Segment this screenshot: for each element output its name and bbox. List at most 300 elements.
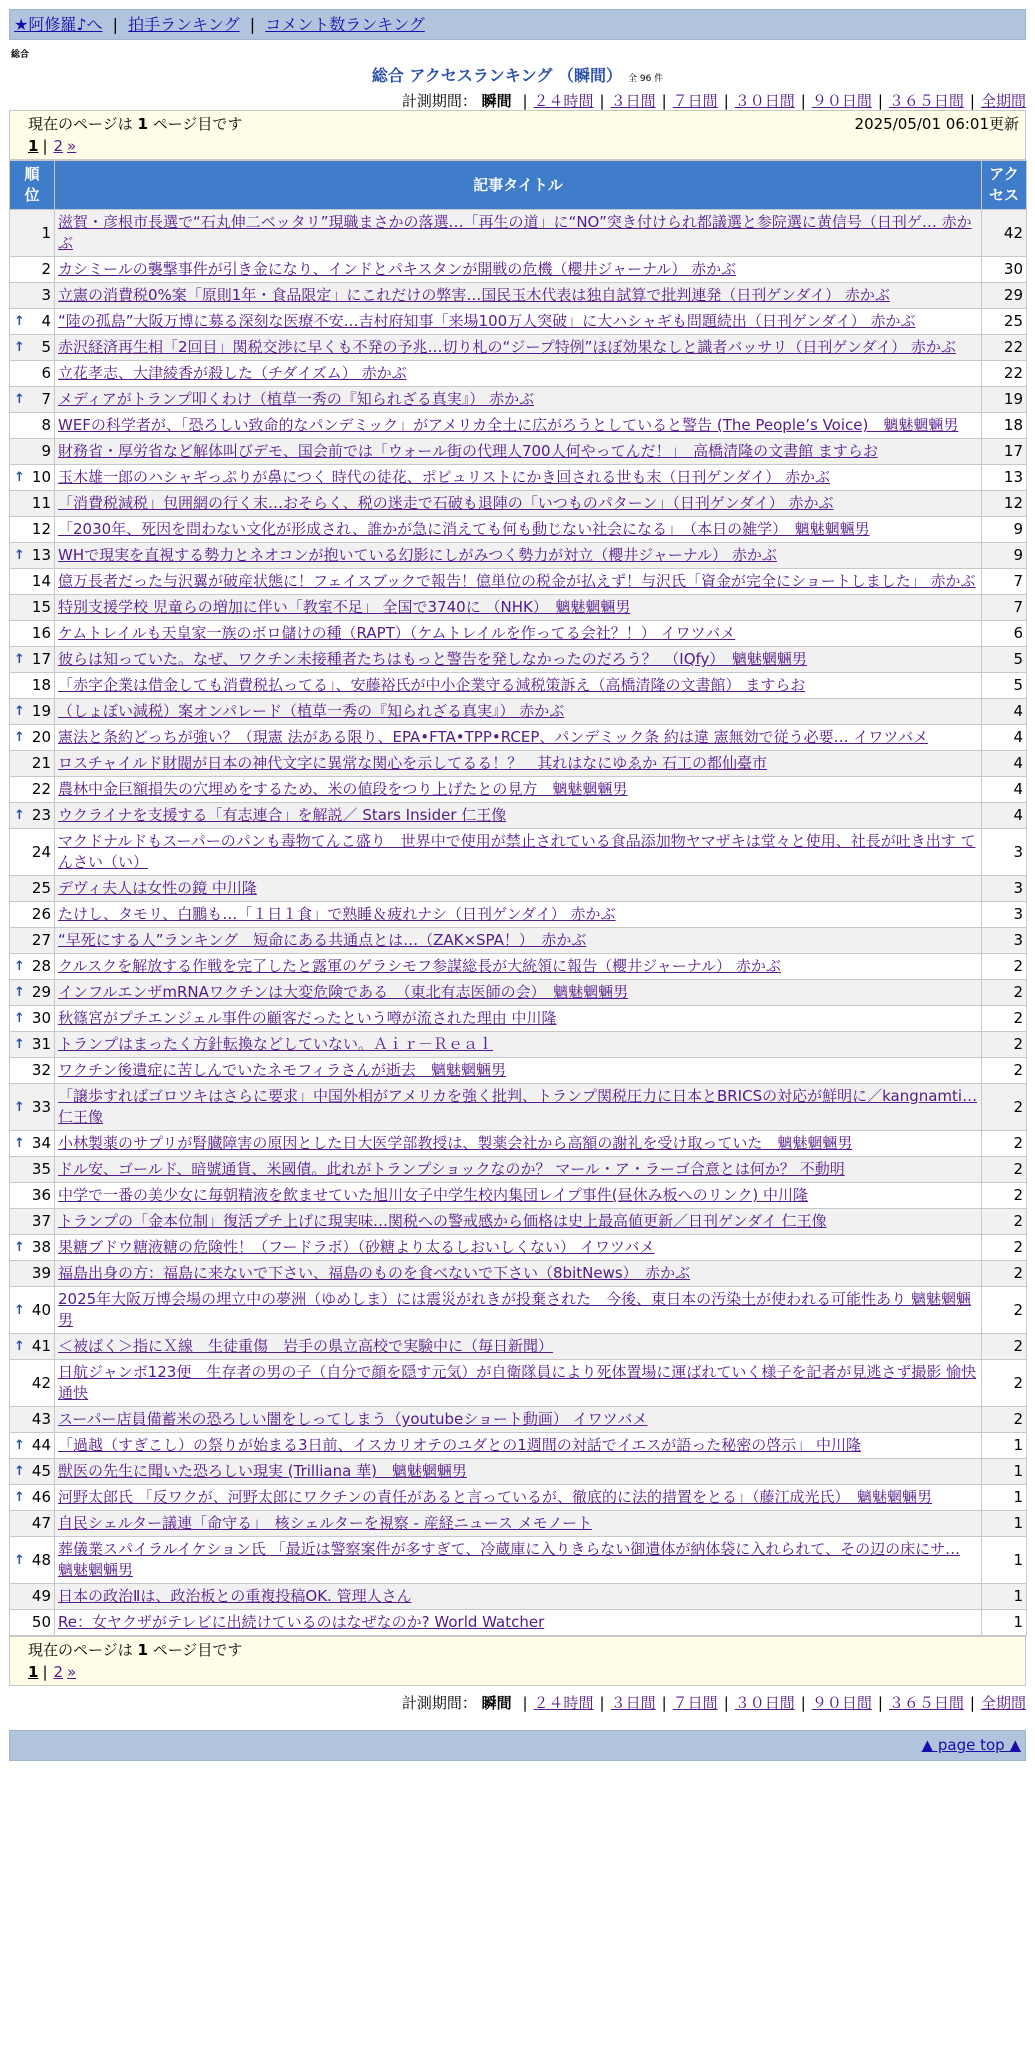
rank-cell — [10, 595, 55, 621]
table-row — [10, 1459, 1027, 1485]
board-label: 総合 — [11, 50, 30, 60]
period-separator: | — [800, 1694, 806, 1712]
access-count: 9 — [982, 543, 1027, 569]
rank-number: 12 — [31, 520, 51, 538]
rank-cell — [10, 1433, 55, 1459]
table-row — [10, 1287, 1027, 1334]
period-links — [516, 92, 1026, 110]
pager-next[interactable]: » — [67, 1663, 77, 1681]
access-count: 3 — [982, 829, 1027, 876]
period-links — [516, 1694, 1026, 1712]
table-row — [10, 1084, 1027, 1131]
article-link[interactable]: 農林中金巨額損失の穴埋めをするため、米の値段をつり上げたとの見方 魑魅魍魎男 — [58, 780, 628, 798]
period-current: 瞬間 — [481, 1694, 512, 1712]
article-link[interactable]: 河野太郎氏 「反ワクが、河野太郎にワクチンの責任があると言っているが、徹底的に法的措置をとる」（藤江成光氏） 魑魅魍魎男 — [58, 1488, 933, 1506]
rank-up-icon: ↑ — [14, 1339, 25, 1354]
period-separator: | — [661, 1694, 667, 1712]
table-row — [10, 1235, 1027, 1261]
rank-cell — [10, 1511, 55, 1537]
rank-number: 16 — [31, 624, 51, 642]
rank-up-icon: ↑ — [14, 392, 25, 407]
table-row — [10, 257, 1027, 283]
period-link[interactable]: ３日間 — [610, 92, 656, 110]
pager: 1 | 2 » — [28, 137, 77, 155]
table-row — [10, 1032, 1027, 1058]
rank-number: 33 — [31, 1097, 51, 1116]
title-cell — [55, 621, 982, 647]
rank-number: 14 — [31, 572, 51, 590]
period-link[interactable]: ２４時間 — [533, 92, 594, 110]
rank-number: 47 — [31, 1514, 51, 1532]
rank-cell — [10, 1485, 55, 1511]
title-cell — [55, 1084, 982, 1131]
footer-bar — [9, 1730, 1026, 1761]
pager-page-2[interactable]: 2 — [53, 1663, 64, 1681]
article-link[interactable]: 「赤字企業は借金しても消費税払ってる」、安藤裕氏が中小企業守る減税策訴え（高橋清隆の文書館） ますらお — [58, 676, 806, 694]
article-link[interactable]: カシミールの襲撃事件が引き金になり、インドとパキスタンが開戦の危機（櫻井ジャーナル） 赤かぶ — [58, 260, 737, 278]
title-cell — [55, 413, 982, 439]
table-row — [10, 902, 1027, 928]
access-count: 2 — [982, 1407, 1027, 1433]
page-info-top — [9, 110, 1026, 160]
title-cell — [55, 517, 982, 543]
period-link[interactable]: ２４時間 — [533, 1694, 594, 1712]
table-row — [10, 699, 1027, 725]
rank-number: 30 — [31, 1009, 51, 1027]
rank-number: 43 — [31, 1410, 51, 1428]
table-row — [10, 829, 1027, 876]
period-link[interactable]: ７日間 — [672, 92, 718, 110]
table-row — [10, 1485, 1027, 1511]
access-count: 7 — [982, 569, 1027, 595]
title-cell — [55, 1511, 982, 1537]
table-row — [10, 595, 1027, 621]
article-link[interactable]: 小林製薬のサプリが腎臓障害の原因とした日大医学部教授は、製薬会社から高額の謝礼を受け取っていた 魑魅魍魎男 — [58, 1134, 853, 1152]
rank-number: 1 — [41, 223, 51, 242]
article-link[interactable]: （しょぼい減税）案オンパレード（植草一秀の『知られざる真実』） 赤かぶ — [58, 702, 565, 720]
rank-number: 7 — [41, 390, 51, 408]
article-link[interactable]: メディアがトランプ叩くわけ（植草一秀の『知られざる真実』） 赤かぶ — [58, 390, 535, 408]
table-row — [10, 517, 1027, 543]
article-link[interactable]: ＜被ばく＞指にＸ線 生徒重傷 岩手の県立高校で実験中に（毎日新聞） — [58, 1337, 554, 1355]
access-count: 5 — [982, 647, 1027, 673]
rank-number: 32 — [31, 1061, 51, 1079]
access-count: 22 — [982, 335, 1027, 361]
rank-number: 37 — [31, 1212, 51, 1230]
title-cell — [55, 954, 982, 980]
period-link[interactable]: ３日間 — [610, 1694, 656, 1712]
table-row — [10, 777, 1027, 803]
table-row — [10, 928, 1027, 954]
access-count: 4 — [982, 777, 1027, 803]
access-count: 9 — [982, 517, 1027, 543]
period-link[interactable]: ７日間 — [672, 1694, 718, 1712]
article-link[interactable]: WEFの科学者が、「恐ろしい致命的なパンデミック」がアメリカ全土に広がろうとしていると警告 (The People’s Voice) 魑魅魍魎男 — [58, 416, 959, 434]
article-link[interactable]: 日航ジャンボ123便 生存者の男の子（自分で顔を隠す元気）が自衛隊員により死体置場に運ばれていく様子を記者が見逃さず撮影 愉快通快 — [58, 1363, 977, 1402]
title-cell — [55, 1610, 982, 1636]
rank-number: 21 — [31, 754, 51, 772]
rank-number: 3 — [41, 286, 51, 304]
table-row — [10, 439, 1027, 465]
rank-number: 23 — [31, 806, 51, 824]
rank-number: 17 — [31, 650, 51, 668]
rank-up-icon: ↑ — [14, 1136, 25, 1151]
article-link[interactable]: “早死にする人”ランキング 短命にある共通点とは…（ZAK×SPA！） 赤かぶ — [58, 931, 587, 949]
rank-cell — [10, 1459, 55, 1485]
access-count: 2 — [982, 1084, 1027, 1131]
ranking-table — [9, 160, 1027, 1636]
applause-ranking-link[interactable]: 拍手ランキング — [128, 15, 240, 34]
table-row — [10, 1334, 1027, 1360]
access-count: 2 — [982, 1032, 1027, 1058]
rank-cell — [10, 1131, 55, 1157]
access-count: 7 — [982, 595, 1027, 621]
title-cell — [55, 465, 982, 491]
table-row — [10, 954, 1027, 980]
table-row — [10, 1157, 1027, 1183]
period-separator: | — [599, 1694, 605, 1712]
article-link[interactable]: デヴィ夫人は女性の鏡 中川隆 — [58, 879, 257, 897]
rank-number: 2 — [41, 260, 51, 278]
rank-cell — [10, 902, 55, 928]
table-header-row — [10, 161, 1027, 210]
table-row — [10, 803, 1027, 829]
table-row — [10, 1131, 1027, 1157]
article-link[interactable]: 財務省・厚労省など解体叫びデモ、国会前では「ウォール街の代理人700人何やってんだ！」 高橋清隆の文書館 ますらお — [58, 442, 878, 460]
rank-number: 36 — [31, 1186, 51, 1204]
table-row — [10, 1407, 1027, 1433]
article-link[interactable]: 中学で一番の美少女に毎朝精液を飲ませていた旭川女子中学生校内集団レイプ事件(昼休み板へのリンク) 中川隆 — [58, 1186, 808, 1204]
title-cell — [55, 1131, 982, 1157]
period-link[interactable]: ３０日間 — [734, 1694, 795, 1712]
title-cell — [55, 543, 982, 569]
period-link[interactable]: ９０日間 — [811, 1694, 872, 1712]
access-count: 1 — [982, 1610, 1027, 1636]
access-count: 2 — [982, 1006, 1027, 1032]
rank-number: 39 — [31, 1264, 51, 1282]
ranking-body — [10, 210, 1027, 1636]
rank-number: 45 — [31, 1462, 51, 1480]
article-link[interactable]: 「譲歩すればゴロツキはさらに要求」中国外相がアメリカを強く批判、トランプ関税圧力に日本とBRICSの対応が鮮明に／kangnamti… 仁王像 — [58, 1087, 978, 1126]
rank-cell — [10, 465, 55, 491]
period-link[interactable]: ３０日間 — [734, 92, 795, 110]
access-count: 1 — [982, 1511, 1027, 1537]
access-count: 2 — [982, 1157, 1027, 1183]
title-cell — [55, 309, 982, 335]
article-link[interactable]: 秋篠宮がプチエンジェル事件の顧客だったという噂が流された理由 中川隆 — [58, 1009, 557, 1027]
rank-number: 11 — [31, 494, 51, 512]
title-cell — [55, 335, 982, 361]
article-link[interactable]: ロスチャイルド財閥が日本の神代文字に異常な関心を示してるる！？ 其れはなにゆゑか 石工の都仙臺市 — [58, 754, 768, 772]
title-cell — [55, 1459, 982, 1485]
rank-cell — [10, 1537, 55, 1584]
page-status: 現在のページは 1 ページ目です — [28, 115, 243, 133]
article-link[interactable]: “陸の孤島”大阪万博に募る深刻な医療不安…吉村府知事「来場100万人突破」に大ハシャギも問題続出（日刊ゲンダイ） 赤かぶ — [58, 312, 916, 330]
pager-current: 1 — [28, 137, 39, 155]
rank-up-icon: ↑ — [14, 652, 25, 667]
rank-up-icon: ↑ — [14, 314, 25, 329]
rank-cell — [10, 1584, 55, 1610]
table-row — [10, 543, 1027, 569]
rank-number: 5 — [41, 338, 51, 356]
title-cell — [55, 1537, 982, 1584]
title-cell — [55, 1157, 982, 1183]
article-link[interactable]: スーパー店員備蓄米の恐ろしい闇をしってしまう（youtubeショート動画） イワツバメ — [58, 1410, 648, 1428]
access-count: 4 — [982, 699, 1027, 725]
home-link[interactable]: ★阿修羅♪へ — [14, 15, 103, 34]
title-cell — [55, 1006, 982, 1032]
table-row — [10, 1209, 1027, 1235]
article-link[interactable]: 億万長者だった与沢翼が破産状態に！フェイスブックで報告！億単位の税金が払えず！与沢氏「資金が完全にショートしました」 赤かぶ — [58, 572, 976, 590]
article-link[interactable]: 特別支援学校 児童らの増加に伴い「教室不足」 全国で3740に （NHK） 魑魅魍魎男 — [58, 598, 631, 616]
rank-cell — [10, 1084, 55, 1131]
title-cell — [55, 1183, 982, 1209]
rank-up-icon: ↑ — [14, 1490, 25, 1505]
table-row — [10, 1511, 1027, 1537]
title-cell — [55, 1058, 982, 1084]
table-row — [10, 1360, 1027, 1407]
table-row — [10, 283, 1027, 309]
period-link[interactable]: ３６５日間 — [888, 92, 964, 110]
rank-up-icon: ↑ — [14, 704, 25, 719]
title-cell — [55, 1433, 982, 1459]
rank-cell — [10, 1183, 55, 1209]
rank-cell — [10, 980, 55, 1006]
page-title — [9, 63, 1026, 86]
access-count: 2 — [982, 1131, 1027, 1157]
article-link[interactable]: ウクライナを支援する「有志連合」を解説／ Stars Insider 仁王像 — [58, 806, 507, 824]
period-separator: | — [877, 92, 883, 110]
title-cell — [55, 1261, 982, 1287]
period-link[interactable]: 全期間 — [980, 1694, 1026, 1712]
title-cell — [55, 387, 982, 413]
title-cell — [55, 1209, 982, 1235]
rank-number: 50 — [31, 1613, 51, 1631]
period-separator: | — [661, 92, 667, 110]
rank-cell — [10, 751, 55, 777]
article-link[interactable]: 福島出身の方：福島に来ないで下さい、福島のものを食べないで下さい（8bitNews） 赤かぶ — [58, 1264, 691, 1282]
table-row — [10, 210, 1027, 257]
period-separator: | — [969, 1694, 975, 1712]
title-cell — [55, 595, 982, 621]
access-count: 3 — [982, 902, 1027, 928]
rank-cell — [10, 1407, 55, 1433]
title-cell — [55, 361, 982, 387]
access-count: 4 — [982, 725, 1027, 751]
rank-cell — [10, 361, 55, 387]
rank-cell — [10, 1058, 55, 1084]
rank-up-icon: ↑ — [14, 1302, 25, 1318]
rank-cell — [10, 517, 55, 543]
rank-number: 31 — [31, 1035, 51, 1053]
article-link[interactable]: 自民シェルター議連「命守る」 核シェルターを視察 - 産経ニュース メモノート — [58, 1514, 593, 1532]
rank-up-icon: ↑ — [14, 470, 25, 485]
title-cell — [55, 1360, 982, 1407]
rank-cell — [10, 569, 55, 595]
article-link[interactable]: 憲法と条約どっちが強い？（現憲 法がある限り、EPA•FTA•TPP•RCEP、パンデミック条 約は違 憲無効で従う必要… イワツバメ — [58, 728, 929, 746]
access-count: 3 — [982, 876, 1027, 902]
title-cell — [55, 1334, 982, 1360]
rank-cell — [10, 1006, 55, 1032]
article-link[interactable]: ドル安、ゴールド、暗號通貨、米國債。此れがトランプショックなのか？ マール・ア・ラーゴ合意とは何か？ 不動明 — [58, 1160, 845, 1178]
access-count: 5 — [982, 673, 1027, 699]
rank-cell — [10, 1209, 55, 1235]
table-row — [10, 751, 1027, 777]
article-link[interactable]: たけし、タモリ、白鵬も…「１日１食」で熟睡＆疲れナシ（日刊ゲンダイ） 赤かぶ — [58, 905, 616, 923]
access-count: 30 — [982, 257, 1027, 283]
article-link[interactable]: 果糖ブドウ糖液糖の危険性！（フードラボ）（砂糖より太るしおいしくない） イワツバメ — [58, 1238, 655, 1256]
access-count: 1 — [982, 1537, 1027, 1584]
article-link[interactable]: 2025年大阪万博会場の埋立中の夢洲（ゆめしま）には震災がれきが投棄された 今後、東日本の汚染土が使われる可能性あり 魑魅魍魎男 — [58, 1290, 971, 1329]
rank-cell — [10, 673, 55, 699]
rank-number: 49 — [31, 1587, 51, 1605]
article-link[interactable]: 滋賀・彦根市長選で“石丸伸二ベッタリ”現職まさかの落選…「再生の道」に“NO”突き付けられ都議選と参院選に黄信号（日刊ゲ… 赤かぶ — [58, 213, 972, 252]
article-link[interactable]: 日本の政治Ⅱは、政治板との重複投稿OK. 管理人さん — [58, 1587, 412, 1605]
rank-cell — [10, 1334, 55, 1360]
title-cell — [55, 928, 982, 954]
table-row — [10, 621, 1027, 647]
title-cell — [55, 829, 982, 876]
rank-up-icon: ↑ — [14, 1011, 25, 1026]
period-link[interactable]: 全期間 — [980, 92, 1026, 110]
title-cell — [55, 1584, 982, 1610]
rank-up-icon: ↑ — [14, 1037, 25, 1052]
article-link[interactable]: 葬儀業スパイラルイケション氏 「最近は警察案件が多すぎて、冷蔵庫に入りきらない御遺体が納体袋に入れられて、その辺の床にサ… 魑魅魍魎男 — [58, 1540, 961, 1579]
table-row — [10, 335, 1027, 361]
title-cell — [55, 980, 982, 1006]
rank-cell — [10, 954, 55, 980]
table-row — [10, 465, 1027, 491]
rank-cell — [10, 439, 55, 465]
period-separator: | — [723, 92, 729, 110]
column-header-rank: 順位 — [10, 161, 55, 210]
title-cell — [55, 777, 982, 803]
article-link[interactable]: WHで現実を直視する勢力とネオコンが抱いている幻影にしがみつく勢力が対立（櫻井ジャーナル） 赤かぶ — [58, 546, 777, 564]
access-count: 4 — [982, 751, 1027, 777]
table-row — [10, 1183, 1027, 1209]
access-count: 29 — [982, 283, 1027, 309]
pager-next[interactable]: » — [67, 137, 77, 155]
rank-cell — [10, 647, 55, 673]
access-count: 2 — [982, 954, 1027, 980]
access-count: 12 — [982, 491, 1027, 517]
article-link[interactable]: 獣医の先生に聞いた恐ろしい現実 (Trilliana 華) 魑魅魍魎男 — [58, 1462, 467, 1480]
comment-ranking-link[interactable]: コメント数ランキング — [265, 15, 425, 34]
rank-number: 24 — [31, 842, 51, 861]
rank-up-icon: ↑ — [14, 1240, 25, 1255]
table-row — [10, 387, 1027, 413]
title-cell — [55, 569, 982, 595]
article-link[interactable]: 立花孝志、大津綾香が殺した（チダイズム） 赤かぶ — [58, 364, 407, 382]
article-link[interactable]: ケムトレイルも天皇家一族のボロ儲けの種（RAPT）（ケムトレイルを作ってる会社？！） イワツバメ — [58, 624, 736, 642]
title-cell — [55, 1287, 982, 1334]
rank-up-icon: ↑ — [14, 959, 25, 974]
rank-number: 9 — [41, 442, 51, 460]
access-count: 1 — [982, 1584, 1027, 1610]
rank-number: 40 — [31, 1300, 51, 1319]
title-cell — [55, 439, 982, 465]
access-count: 3 — [982, 928, 1027, 954]
access-count: 2 — [982, 1261, 1027, 1287]
rank-cell — [10, 1360, 55, 1407]
title-cell — [55, 876, 982, 902]
rank-up-icon: ↑ — [14, 1464, 25, 1479]
rank-number: 26 — [31, 905, 51, 923]
period-separator: | — [723, 1694, 729, 1712]
column-header-title: 記事タイトル — [55, 161, 982, 210]
rank-cell — [10, 777, 55, 803]
article-link[interactable]: マクドナルドもスーパーのパンも毒物てんこ盛り 世界中で使用が禁止されている食品添加物ヤマザキは堂々と使用、社長が吐き出す てんさい（い） — [58, 832, 976, 871]
article-link[interactable]: 玉木雄一郎のハシャギっぷりが鼻につく 時代の徒花、ポピュリストにかき回される世も末（日刊ゲンダイ） 赤かぶ — [58, 468, 830, 486]
article-link[interactable]: クルスクを解放する作戦を完了したと露軍のゲラシモフ参謀総長が大統領に報告（櫻井ジャーナル） 赤かぶ — [58, 957, 781, 975]
rank-cell — [10, 283, 55, 309]
page-status-bottom: 現在のページは 1 ページ目です — [28, 1641, 243, 1659]
access-count: 13 — [982, 465, 1027, 491]
article-link[interactable]: 「2030年、死因を問わない文化が形成され、誰かが急に消えても何も動じない社会になる」 （本日の雑学） 魑魅魍魎男 — [58, 520, 870, 538]
table-row — [10, 413, 1027, 439]
rank-number: 34 — [31, 1134, 51, 1152]
period-separator: | — [800, 92, 806, 110]
rank-cell — [10, 1235, 55, 1261]
article-link[interactable]: 「消費税減税」包囲網の行く末…おそらく、税の迷走で石破も退陣の「いつものパターン」（日刊ゲンダイ） 赤かぶ — [58, 494, 834, 512]
article-link[interactable]: 立憲の消費税0%案「原則1年・食品限定」にこれだけの弊害…国民玉木代表は独自試算で批判連発（日刊ゲンダイ） 赤かぶ — [58, 286, 890, 304]
access-count: 19 — [982, 387, 1027, 413]
column-header-access: アクセス — [982, 161, 1027, 210]
rank-number: 18 — [31, 676, 51, 694]
period-link[interactable]: ９０日間 — [811, 92, 872, 110]
access-count: 2 — [982, 1183, 1027, 1209]
access-count: 18 — [982, 413, 1027, 439]
article-link[interactable]: インフルエンザmRNAワクチンは大変危険である （東北有志医師の会） 魑魅魍魎男 — [58, 983, 629, 1001]
rank-cell — [10, 543, 55, 569]
article-link[interactable]: 赤沢経済再生相「2回目」関税交渉に早くも不発の予兆…切り札の“ジープ特例”ほぼ効果なしと識者バッサリ（日刊ゲンダイ） 赤かぶ — [58, 338, 956, 356]
access-count: 1 — [982, 1485, 1027, 1511]
rank-cell — [10, 621, 55, 647]
access-count: 4 — [982, 803, 1027, 829]
article-link[interactable]: 「過越（すぎこし）の祭りが始まる3日前、イスカリオテのユダとの1週間の対話でイエスが語った秘密の啓示」 中川隆 — [58, 1436, 861, 1454]
period-link[interactable]: ３６５日間 — [888, 1694, 964, 1712]
nav-separator: | — [112, 15, 119, 34]
updated-time: 2025/05/01 06:01更新 — [854, 115, 1019, 133]
rank-number: 29 — [31, 983, 51, 1001]
access-count: 22 — [982, 361, 1027, 387]
table-row — [10, 1261, 1027, 1287]
title-cell — [55, 210, 982, 257]
article-link[interactable]: トランプはまったく方針転換などしていない。Ａｉｒ－Ｒｅａｌ — [58, 1035, 494, 1053]
table-row — [10, 1610, 1027, 1636]
total-count: 全 96 件 — [628, 74, 664, 84]
access-count: 2 — [982, 1058, 1027, 1084]
article-link[interactable]: 彼らは知っていた。なぜ、ワクチン未接種者たちはもっと警告を発しなかったのだろう？ （IQfy） 魑魅魍魎男 — [58, 650, 807, 668]
page-top-link[interactable]: ▲ page top ▲ — [921, 1736, 1021, 1754]
rank-number: 28 — [31, 957, 51, 975]
table-row — [10, 876, 1027, 902]
rank-up-icon: ↑ — [14, 730, 25, 745]
title-cell — [55, 647, 982, 673]
pager-current: 1 — [28, 1663, 39, 1681]
table-row — [10, 1584, 1027, 1610]
article-link[interactable]: ワクチン後遺症に苦しんでいたネモフィラさんが逝去 魑魅魍魎男 — [58, 1061, 507, 1079]
article-link[interactable]: Re：女ヤクザがテレビに出続けているのはなぜなのか? World Watcher — [58, 1613, 545, 1631]
rank-cell — [10, 829, 55, 876]
table-row — [10, 1537, 1027, 1584]
article-link[interactable]: トランプの「金本位制」復活プチ上げに現実味…関税への警戒感から価格は史上最高値更新／日刊ゲンダイ 仁王像 — [58, 1212, 827, 1230]
period-label: 計測期間： — [401, 92, 477, 110]
title-cell — [55, 751, 982, 777]
pager-page-2[interactable]: 2 — [53, 137, 64, 155]
rank-cell — [10, 210, 55, 257]
rank-number: 48 — [31, 1550, 51, 1569]
